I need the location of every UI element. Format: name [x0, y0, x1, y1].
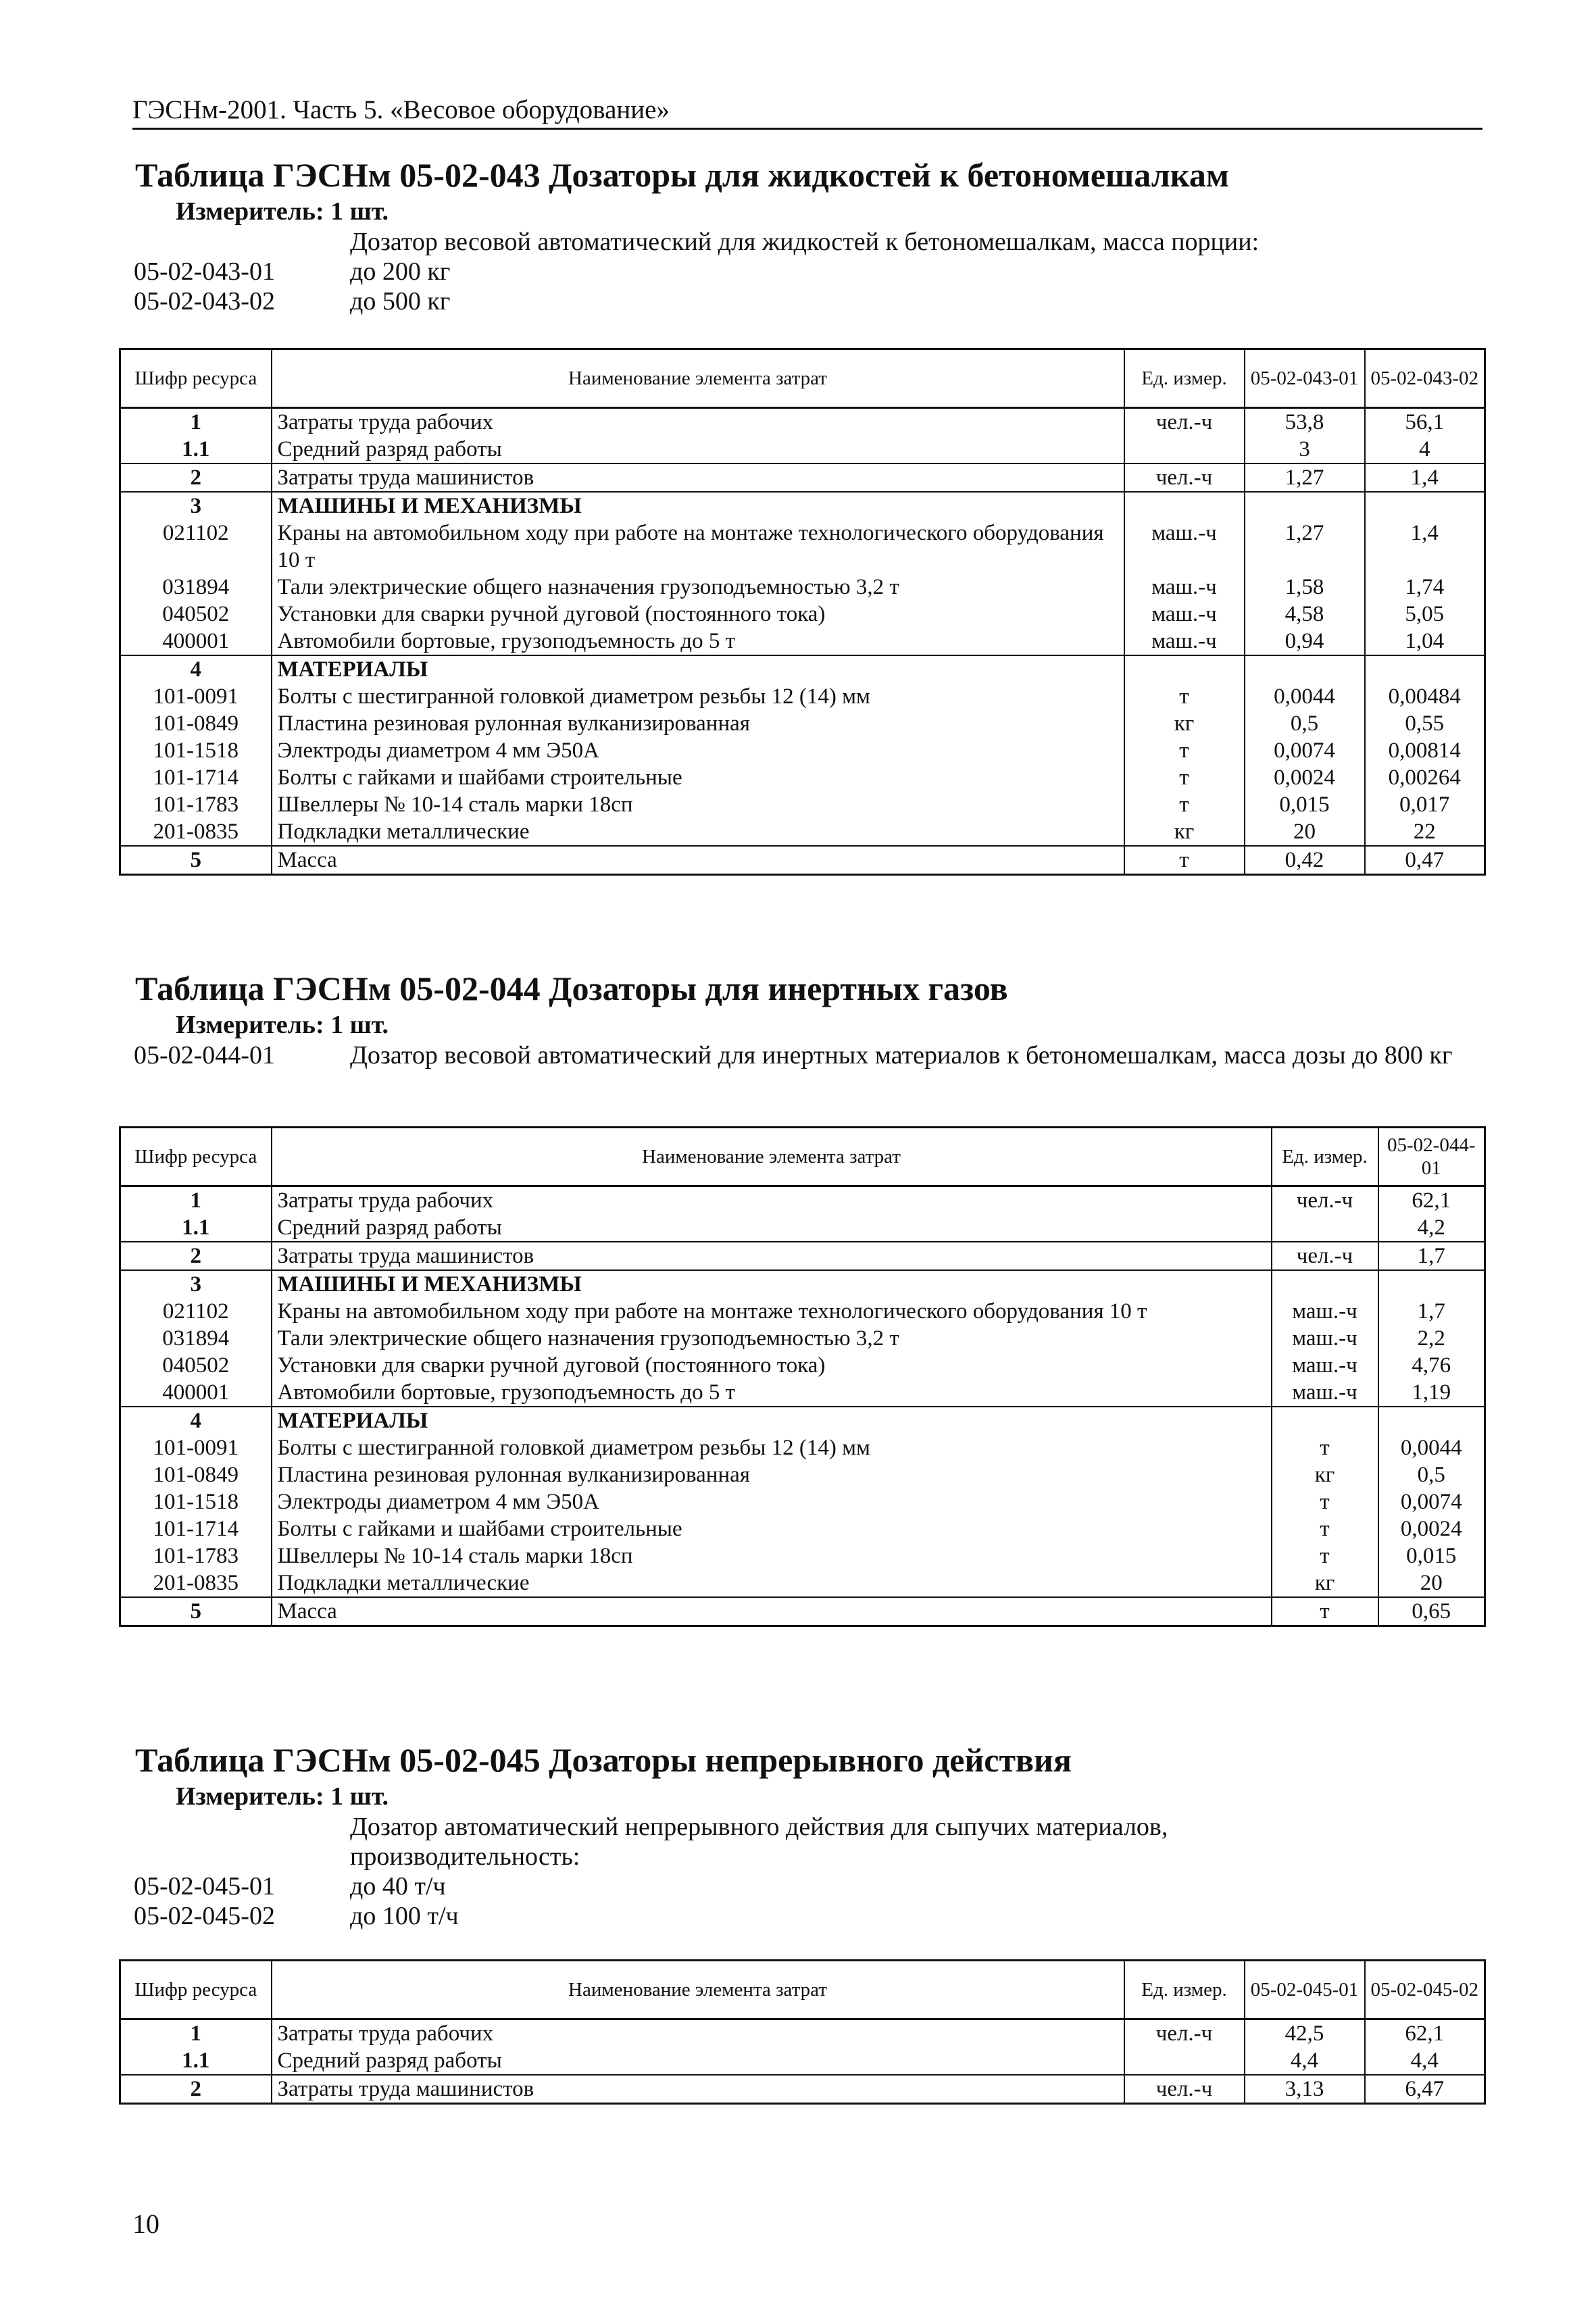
- table-row: [120, 1186, 1485, 1215]
- element-name-cell: Краны на автомобильном ходу при работе на монтаже технологического оборудования 10 т: [272, 520, 1124, 574]
- element-name-cell: Болты с шестигранной головкой диаметром резьбы 12 (14) мм: [272, 1434, 1272, 1461]
- description-text: Дозатор весовой автоматический для жидкостей к бетономешалкам, масса порции:: [350, 228, 1260, 256]
- value-cell: 56,1: [1365, 408, 1485, 436]
- element-name-cell: Затраты труда машинистов: [272, 1242, 1272, 1270]
- resource-code-cell: 031894: [120, 574, 272, 601]
- value-cell: 1,7: [1378, 1298, 1485, 1325]
- value-cell: 0,0074: [1245, 737, 1365, 764]
- col-header-v2: 05-02-045-02: [1365, 1961, 1485, 2019]
- unit-cell: чел.-ч: [1272, 1186, 1378, 1215]
- resource-code-cell: 040502: [120, 601, 272, 628]
- element-name-cell: Масса: [272, 1597, 1272, 1626]
- resource-code-cell: 101-0849: [120, 710, 272, 737]
- value-cell: 0,0024: [1378, 1515, 1485, 1542]
- element-name-cell: Болты с шестигранной головкой диаметром резьбы 12 (14) мм: [272, 683, 1124, 710]
- col-header-v1: 05-02-044-01: [1378, 1128, 1485, 1186]
- element-name-cell: Затраты труда машинистов: [272, 463, 1124, 492]
- resource-code-cell: 101-1783: [120, 791, 272, 818]
- item-text: до 100 т/ч: [350, 1902, 459, 1930]
- value-cell: 1,7: [1378, 1242, 1485, 1270]
- unit-cell: [1124, 436, 1245, 463]
- col-header-v1: 05-02-043-01: [1245, 349, 1365, 408]
- element-name-cell: Пластина резиновая рулонная вулканизированная: [272, 710, 1124, 737]
- element-name-cell: Автомобили бортовые, грузоподъемность до 5 т: [272, 1379, 1272, 1407]
- value-cell: 1,19: [1378, 1379, 1485, 1407]
- table-row: [120, 764, 1485, 791]
- value-cell: [1365, 655, 1485, 683]
- resource-code-cell: 400001: [120, 1379, 272, 1407]
- table-row: [120, 1214, 1485, 1242]
- element-name-cell: Подкладки металлические: [272, 818, 1124, 846]
- unit-cell: маш.-ч: [1124, 601, 1245, 628]
- value-cell: 42,5: [1245, 2019, 1365, 2048]
- resource-code-cell: 2: [120, 463, 272, 492]
- element-name-cell: Средний разряд работы: [272, 2047, 1124, 2075]
- measure-unit: Измеритель: 1 шт.: [176, 1782, 389, 1811]
- value-cell: 1,04: [1365, 628, 1485, 655]
- table-row: [120, 1597, 1485, 1626]
- resource-code-cell: 1.1: [120, 2047, 272, 2075]
- table-row: [120, 1434, 1485, 1461]
- element-name-cell: Затраты труда рабочих: [272, 2019, 1124, 2048]
- section-05-02-045: [119, 1739, 1484, 2101]
- table-row: [120, 492, 1485, 520]
- value-cell: 62,1: [1365, 2019, 1485, 2048]
- table-row: [120, 1569, 1485, 1597]
- unit-cell: кг: [1272, 1461, 1378, 1488]
- resource-code-cell: 3: [120, 1270, 272, 1298]
- value-cell: 0,00264: [1365, 764, 1485, 791]
- value-cell: 6,47: [1365, 2075, 1485, 2104]
- element-name-cell: Болты с гайками и шайбами строительные: [272, 764, 1124, 791]
- resource-code-cell: 5: [120, 846, 272, 875]
- table-row: [120, 520, 1485, 574]
- unit-cell: чел.-ч: [1124, 2075, 1245, 2104]
- table-row: [120, 737, 1485, 764]
- item-code: 05-02-043-01: [134, 257, 275, 286]
- value-cell: 0,0044: [1378, 1434, 1485, 1461]
- unit-cell: т: [1272, 1542, 1378, 1569]
- value-cell: 1,58: [1245, 574, 1365, 601]
- value-cell: 0,0024: [1245, 764, 1365, 791]
- item-code: 05-02-045-01: [134, 1872, 275, 1901]
- table-row: [120, 1515, 1485, 1542]
- value-cell: 0,017: [1365, 791, 1485, 818]
- resource-code-cell: 400001: [120, 628, 272, 655]
- element-name-cell: Затраты труда машинистов: [272, 2075, 1124, 2104]
- element-name-cell: Тали электрические общего назначения грузоподъемностью 3,2 т: [272, 574, 1124, 601]
- value-cell: [1245, 655, 1365, 683]
- table-row: [120, 2047, 1485, 2075]
- table-row: [120, 683, 1485, 710]
- element-name-cell: Затраты труда рабочих: [272, 1186, 1272, 1215]
- unit-cell: т: [1272, 1434, 1378, 1461]
- resource-code-cell: 1: [120, 1186, 272, 1215]
- col-header-unit: Ед. измер.: [1124, 1961, 1245, 2019]
- element-name-cell: МАТЕРИАЛЫ: [272, 655, 1124, 683]
- table-row: [120, 2075, 1485, 2104]
- table-row: [120, 1542, 1485, 1569]
- resource-code-cell: 040502: [120, 1352, 272, 1379]
- unit-cell: [1124, 655, 1245, 683]
- value-cell: 5,05: [1365, 601, 1485, 628]
- value-cell: 0,47: [1365, 846, 1485, 875]
- unit-cell: маш.-ч: [1272, 1379, 1378, 1407]
- unit-cell: кг: [1124, 818, 1245, 846]
- unit-cell: т: [1272, 1515, 1378, 1542]
- unit-cell: чел.-ч: [1272, 1242, 1378, 1270]
- value-cell: 1,4: [1365, 520, 1485, 574]
- item-code: 05-02-043-02: [134, 287, 275, 316]
- element-name-cell: Электроды диаметром 4 мм Э50А: [272, 737, 1124, 764]
- value-cell: 0,5: [1245, 710, 1365, 737]
- table-row: [120, 1242, 1485, 1270]
- unit-cell: кг: [1272, 1569, 1378, 1597]
- element-name-cell: Подкладки металлические: [272, 1569, 1272, 1597]
- resource-code-cell: 201-0835: [120, 1569, 272, 1597]
- table-row: [120, 655, 1485, 683]
- section-05-02-044: [119, 967, 1484, 1624]
- col-header-v1: 05-02-045-01: [1245, 1961, 1365, 2019]
- col-header-name: Наименование элемента затрат: [272, 349, 1124, 408]
- value-cell: 4: [1365, 436, 1485, 463]
- value-cell: [1378, 1270, 1485, 1298]
- unit-cell: [1272, 1214, 1378, 1242]
- table-row: [120, 628, 1485, 655]
- unit-cell: [1272, 1270, 1378, 1298]
- unit-cell: т: [1124, 846, 1245, 875]
- resource-code-cell: 1: [120, 2019, 272, 2048]
- value-cell: 0,015: [1378, 1542, 1485, 1569]
- col-header-name: Наименование элемента затрат: [272, 1961, 1124, 2019]
- unit-cell: чел.-ч: [1124, 463, 1245, 492]
- value-cell: 4,76: [1378, 1352, 1485, 1379]
- value-cell: 1,74: [1365, 574, 1485, 601]
- unit-cell: маш.-ч: [1124, 520, 1245, 574]
- resource-code-cell: 1.1: [120, 436, 272, 463]
- element-name-cell: МАТЕРИАЛЫ: [272, 1407, 1272, 1434]
- unit-cell: чел.-ч: [1124, 408, 1245, 436]
- unit-cell: маш.-ч: [1272, 1325, 1378, 1352]
- element-name-cell: Средний разряд работы: [272, 436, 1124, 463]
- element-name-cell: Масса: [272, 846, 1124, 875]
- value-cell: 0,55: [1365, 710, 1485, 737]
- resource-code-cell: 4: [120, 655, 272, 683]
- table-row: [120, 791, 1485, 818]
- resource-code-cell: 1: [120, 408, 272, 436]
- table-row: [120, 436, 1485, 463]
- section-title: Таблица ГЭСНм 05-02-044 Дозаторы для инертных газов: [135, 970, 1008, 1007]
- section-05-02-043: [119, 154, 1484, 872]
- value-cell: 0,0074: [1378, 1488, 1485, 1515]
- element-name-cell: Болты с гайками и шайбами строительные: [272, 1515, 1272, 1542]
- item-text: до 40 т/ч: [350, 1872, 446, 1901]
- element-name-cell: Установки для сварки ручной дуговой (постоянного тока): [272, 1352, 1272, 1379]
- unit-cell: маш.-ч: [1124, 574, 1245, 601]
- norm-table: [119, 1959, 1486, 2105]
- table-row: [120, 601, 1485, 628]
- resource-code-cell: 1.1: [120, 1214, 272, 1242]
- unit-cell: маш.-ч: [1124, 628, 1245, 655]
- description-block: [119, 1812, 1484, 1931]
- element-name-cell: Затраты труда рабочих: [272, 408, 1124, 436]
- measure-unit: Измеритель: 1 шт.: [176, 1011, 389, 1039]
- unit-cell: т: [1272, 1597, 1378, 1626]
- col-header-v2: 05-02-043-02: [1365, 349, 1485, 408]
- value-cell: 0,0044: [1245, 683, 1365, 710]
- resource-code-cell: 3: [120, 492, 272, 520]
- norm-table: [119, 348, 1486, 876]
- element-name-cell: Швеллеры № 10-14 сталь марки 18сп: [272, 1542, 1272, 1569]
- value-cell: 22: [1365, 818, 1485, 846]
- col-header-unit: Ед. измер.: [1272, 1128, 1378, 1186]
- resource-code-cell: 101-1518: [120, 1488, 272, 1515]
- value-cell: 4,2: [1378, 1214, 1485, 1242]
- table-row: [120, 846, 1485, 875]
- resource-code-cell: 101-0091: [120, 1434, 272, 1461]
- value-cell: 0,00484: [1365, 683, 1485, 710]
- element-name-cell: Средний разряд работы: [272, 1214, 1272, 1242]
- element-name-cell: МАШИНЫ И МЕХАНИЗМЫ: [272, 1270, 1272, 1298]
- value-cell: 0,00814: [1365, 737, 1485, 764]
- unit-cell: т: [1124, 737, 1245, 764]
- value-cell: 62,1: [1378, 1186, 1485, 1215]
- value-cell: 20: [1245, 818, 1365, 846]
- col-header-unit: Ед. измер.: [1124, 349, 1245, 408]
- value-cell: 3,13: [1245, 2075, 1365, 2104]
- table-row: [120, 574, 1485, 601]
- table-row: [120, 1461, 1485, 1488]
- value-cell: [1365, 492, 1485, 520]
- unit-cell: кг: [1124, 710, 1245, 737]
- element-name-cell: Швеллеры № 10-14 сталь марки 18сп: [272, 791, 1124, 818]
- col-header-name: Наименование элемента затрат: [272, 1128, 1272, 1186]
- description-block: [119, 227, 1484, 316]
- resource-code-cell: 101-1783: [120, 1542, 272, 1569]
- table-row: [120, 1488, 1485, 1515]
- section-title: Таблица ГЭСНм 05-02-045 Дозаторы непрерывного действия: [135, 1741, 1072, 1779]
- resource-code-cell: 5: [120, 1597, 272, 1626]
- table-row: [120, 710, 1485, 737]
- unit-cell: [1272, 1407, 1378, 1434]
- value-cell: [1378, 1407, 1485, 1434]
- resource-code-cell: 2: [120, 1242, 272, 1270]
- table-row: [120, 463, 1485, 492]
- value-cell: 2,2: [1378, 1325, 1485, 1352]
- item-code: 05-02-044-01: [134, 1041, 275, 1070]
- value-cell: 1,27: [1245, 463, 1365, 492]
- running-header: ГЭСНм-2001. Часть 5. «Весовое оборудование»: [132, 95, 1482, 130]
- unit-cell: т: [1272, 1488, 1378, 1515]
- value-cell: 0,65: [1378, 1597, 1485, 1626]
- item-code: 05-02-045-02: [134, 1902, 275, 1930]
- item-text: Дозатор весовой автоматический для инертных материалов к бетономешалкам, масса дозы до 800 кг: [350, 1041, 1453, 1070]
- resource-code-cell: 101-1714: [120, 764, 272, 791]
- unit-cell: маш.-ч: [1272, 1352, 1378, 1379]
- value-cell: 20: [1378, 1569, 1485, 1597]
- value-cell: 4,4: [1245, 2047, 1365, 2075]
- value-cell: 1,27: [1245, 520, 1365, 574]
- unit-cell: чел.-ч: [1124, 2019, 1245, 2048]
- value-cell: 3: [1245, 436, 1365, 463]
- value-cell: 0,42: [1245, 846, 1365, 875]
- page-number: 10: [132, 2209, 159, 2239]
- value-cell: 0,94: [1245, 628, 1365, 655]
- description-text: Дозатор автоматический непрерывного действия для сыпучих материалов, производительность:: [350, 1813, 1168, 1871]
- table-row: [120, 1352, 1485, 1379]
- unit-cell: маш.-ч: [1272, 1298, 1378, 1325]
- section-title: Таблица ГЭСНм 05-02-043 Дозаторы для жидкостей к бетономешалкам: [135, 156, 1229, 194]
- resource-code-cell: 101-1518: [120, 737, 272, 764]
- element-name-cell: Автомобили бортовые, грузоподъемность до 5 т: [272, 628, 1124, 655]
- value-cell: 4,58: [1245, 601, 1365, 628]
- value-cell: 53,8: [1245, 408, 1365, 436]
- unit-cell: т: [1124, 764, 1245, 791]
- col-header-resource: Шифр ресурса: [120, 1128, 272, 1186]
- measure-unit: Измеритель: 1 шт.: [176, 197, 389, 226]
- resource-code-cell: 021102: [120, 1298, 272, 1325]
- element-name-cell: Электроды диаметром 4 мм Э50А: [272, 1488, 1272, 1515]
- table-row: [120, 408, 1485, 436]
- element-name-cell: Краны на автомобильном ходу при работе на монтаже технологического оборудования 10 т: [272, 1298, 1272, 1325]
- element-name-cell: Тали электрические общего назначения грузоподъемностью 3,2 т: [272, 1325, 1272, 1352]
- table-row: [120, 1407, 1485, 1434]
- unit-cell: [1124, 492, 1245, 520]
- resource-code-cell: 101-0849: [120, 1461, 272, 1488]
- table-row: [120, 1325, 1485, 1352]
- value-cell: [1245, 492, 1365, 520]
- unit-cell: [1124, 2047, 1245, 2075]
- resource-code-cell: 4: [120, 1407, 272, 1434]
- resource-code-cell: 021102: [120, 520, 272, 574]
- table-row: [120, 2019, 1485, 2048]
- table-row: [120, 1298, 1485, 1325]
- value-cell: 4,4: [1365, 2047, 1485, 2075]
- unit-cell: т: [1124, 683, 1245, 710]
- resource-code-cell: 101-0091: [120, 683, 272, 710]
- value-cell: 1,4: [1365, 463, 1485, 492]
- table-row: [120, 818, 1485, 846]
- value-cell: 0,015: [1245, 791, 1365, 818]
- table-row: [120, 1270, 1485, 1298]
- table-row: [120, 1379, 1485, 1407]
- element-name-cell: Пластина резиновая рулонная вулканизированная: [272, 1461, 1272, 1488]
- col-header-resource: Шифр ресурса: [120, 1961, 272, 2019]
- value-cell: 0,5: [1378, 1461, 1485, 1488]
- resource-code-cell: 201-0835: [120, 818, 272, 846]
- item-text: до 200 кг: [350, 257, 451, 286]
- resource-code-cell: 031894: [120, 1325, 272, 1352]
- resource-code-cell: 2: [120, 2075, 272, 2104]
- description-block: [119, 1040, 1484, 1070]
- norm-table: [119, 1126, 1486, 1627]
- resource-code-cell: 101-1714: [120, 1515, 272, 1542]
- element-name-cell: Установки для сварки ручной дуговой (постоянного тока): [272, 601, 1124, 628]
- col-header-resource: Шифр ресурса: [120, 349, 272, 408]
- item-text: до 500 кг: [350, 287, 451, 316]
- element-name-cell: МАШИНЫ И МЕХАНИЗМЫ: [272, 492, 1124, 520]
- unit-cell: т: [1124, 791, 1245, 818]
